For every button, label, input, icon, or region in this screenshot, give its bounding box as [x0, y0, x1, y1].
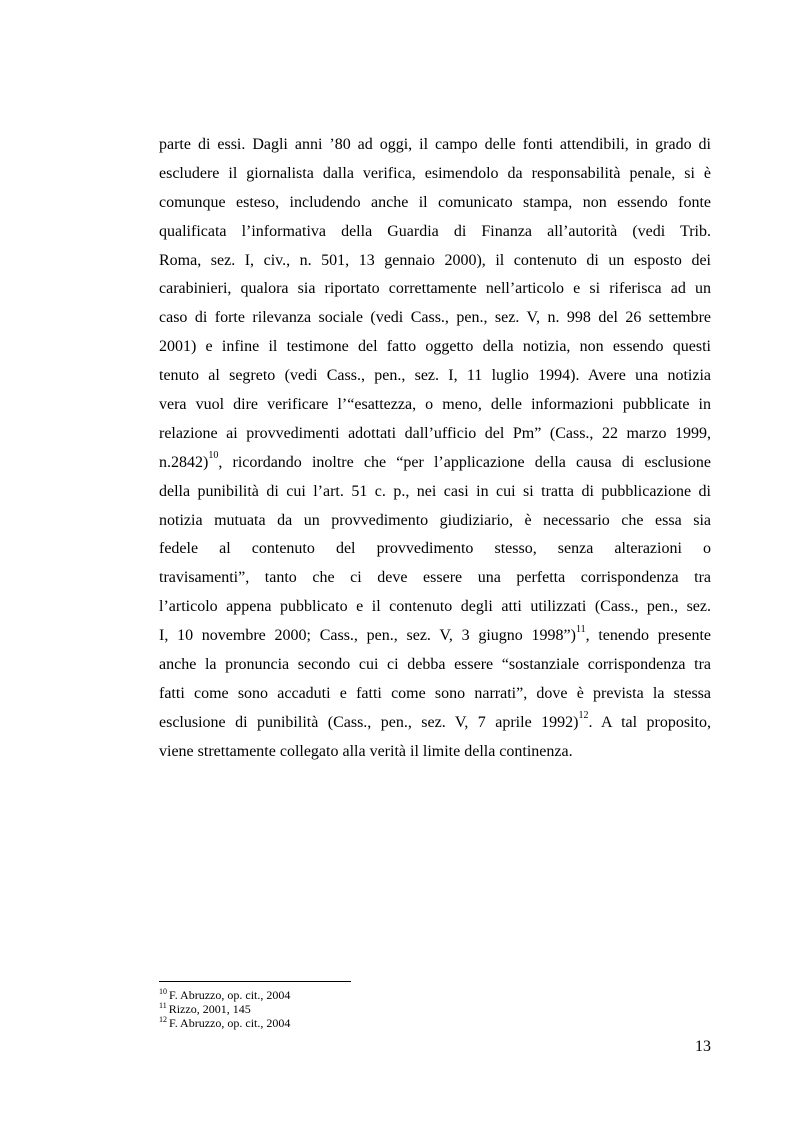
text-line: l’articolo appena pubblicato e il contenuto degli atti utilizzati (Cass., pen., sez. [159, 598, 711, 616]
footnote-item [159, 1016, 711, 1030]
footnote-reference[interactable]: 10 [208, 450, 219, 462]
footnote-number: 12 [159, 1015, 167, 1024]
text-line: caso di forte rilevanza sociale (vedi Cass., pen., sez. V, n. 998 del 26 settembre [159, 309, 711, 327]
text-line: anche la pronuncia secondo cui ci debba essere “sostanziale corrispondenza tra [159, 656, 711, 674]
text-line: relazione ai provvedimenti adottati dall’ufficio del Pm” (Cass., 22 marzo 1999, [159, 424, 711, 442]
text-line [159, 449, 711, 478]
text-segment: . A tal proposito, [588, 713, 711, 731]
page-number: 13 [695, 1038, 711, 1055]
text-line: della punibilità di cui l’art. 51 c. p., nei casi in cui si tratta di pubblicazione di [159, 482, 711, 500]
text-line: travisamenti”, tanto che ci deve essere una perfetta corrispondenza tra [159, 569, 711, 587]
text-segment: esclusione di punibilità (Cass., pen., sez. V, 7 aprile 1992) [159, 713, 579, 731]
text-line: Roma, sez. I, civ., n. 501, 13 gennaio 2000), il contenuto di un esposto dei [159, 251, 711, 269]
footnote-separator [159, 981, 351, 982]
text-line: fedele al contenuto del provvedimento stesso, senza alterazioni o [159, 540, 711, 558]
footnote-text: Rizzo, 2001, 145 [168, 1002, 251, 1016]
text-segment: I, 10 novembre 2000; Cass., pen., sez. V, 3 giugno 1998”) [159, 627, 576, 645]
footnote-reference[interactable]: 12 [578, 710, 589, 722]
footnote-number: 11 [159, 1001, 167, 1010]
body-paragraph [159, 131, 711, 767]
footnotes [159, 988, 711, 1030]
text-line: 2001) e infine il testimone del fatto oggetto della notizia, non essendo questi [159, 338, 711, 356]
text-line: carabinieri, qualora sia riportato correttamente nell’articolo e si riferisca ad un [159, 280, 711, 298]
text-line: escludere il giornalista dalla verifica, esimendolo da responsabilità penale, si è [159, 164, 711, 182]
text-line [159, 709, 711, 738]
text-line: comunque esteso, includendo anche il comunicato stampa, non essendo fonte [159, 193, 711, 211]
footnote-item [159, 1002, 711, 1016]
footnote-number: 10 [159, 987, 167, 996]
footnote-item [159, 988, 711, 1002]
footnote-reference[interactable]: 11 [575, 623, 586, 635]
text-line: viene strettamente collegato alla verità il limite della continenza. [159, 742, 573, 760]
footnote-text: F. Abruzzo, op. cit., 2004 [169, 1016, 291, 1030]
text-line: fatti come sono accaduti e fatti come sono narrati”, dove è prevista la stessa [159, 684, 711, 702]
text-line: vera vuol dire verificare l’“esattezza, o meno, delle informazioni pubblicate in [159, 396, 711, 414]
text-segment: , ricordando inoltre che “per l’applicazione della causa di esclusione [218, 453, 711, 471]
text-line [159, 622, 711, 651]
text-segment: , tenendo presente [585, 627, 711, 645]
text-line: parte di essi. Dagli anni ’80 ad oggi, il campo delle fonti attendibili, in grado di [159, 136, 711, 153]
footnote-text: F. Abruzzo, op. cit., 2004 [169, 988, 291, 1002]
text-segment: n.2842) [159, 453, 209, 471]
text-line: notizia mutuata da un provvedimento giudiziario, è necessario che essa sia [159, 511, 711, 529]
text-line: qualificata l’informativa della Guardia di Finanza all’autorità (vedi Trib. [159, 222, 711, 240]
text-line: tenuto al segreto (vedi Cass., pen., sez. I, 11 luglio 1994). Avere una notizia [159, 367, 711, 385]
